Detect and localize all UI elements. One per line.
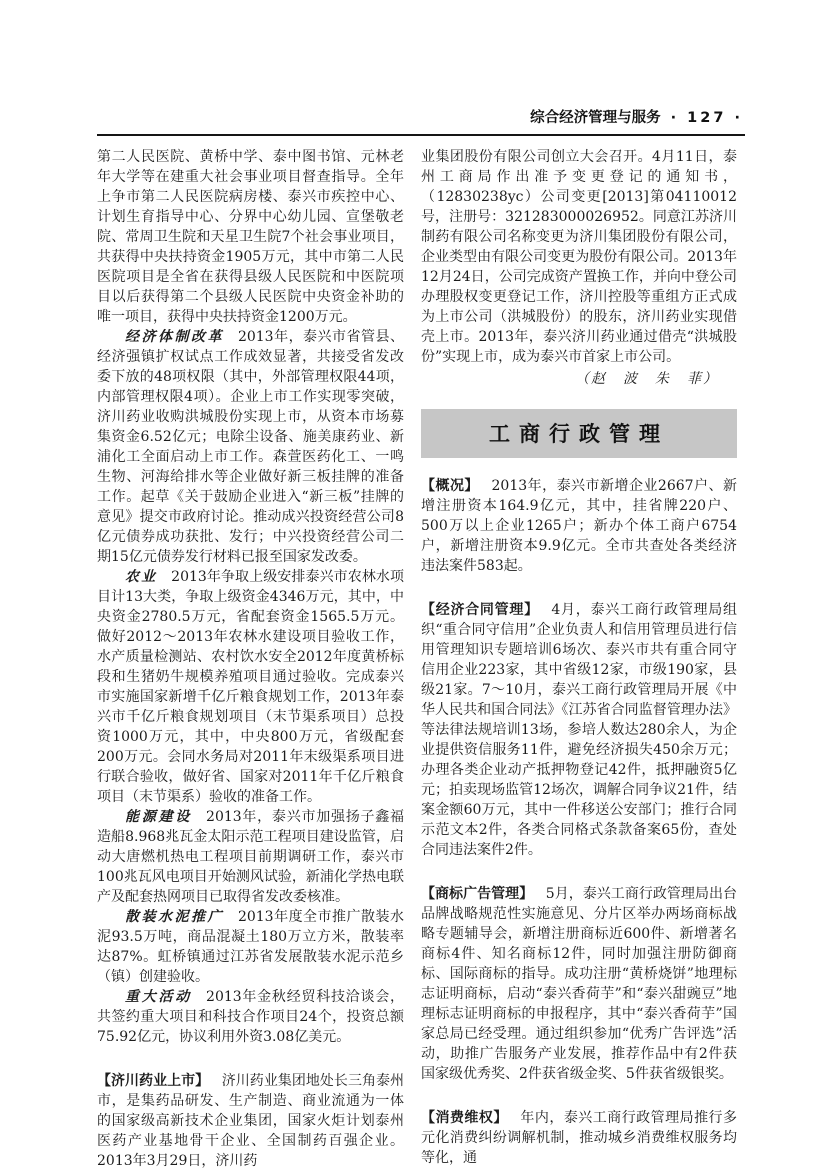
paragraph-text: 5月，泰兴工商行政管理局出台品牌战略规范性实施意见、分片区举办两场商标战略专题辅导会，新增注册商标近600件、新增著名商标4件、知名商标12件，同时加强注册防御商标、国际商标的指导。成功注册“黄桥烧饼”地理标志证明商标，启动“泰兴香荷芋”和“泰兴甜豌豆”地理标志证明商标的申报程序，其中“泰兴香荷芋”国家总局已经受理。通过组织参加“优秀广告评选”活动，助推广告服务产业发展，推荐作品中有2件获国家级优秀奖、2件获省级金奖、5件获省级银奖。 [421,886,737,1082]
left-column [97,147,404,1169]
right-column [421,147,737,1168]
paragraph-text: 2013年，泰兴市省管县、经济强镇扩权试点工作成效显著，共接受省发改委下放的48项权限（其中，外部管理权限44项，内部管理权限4项）。企业上市工作实现零突破，济川药业收购洪城股份实现上市，从资本市场募集资金6.52亿元；电除尘设备、施美康药业、新浦化工全面启动上市工作。森萱医药化工、一鸣生物、河海给排水等企业做好新三板挂牌的准备工作。起草《关于鼓励企业进入“新三板”挂牌的意见》提交市政府讨论。推动成兴投资经营公司8亿元债券成功获批、发行；中兴投资经营公司二期15亿元债券发行材料已报至国家发改委。 [97,329,404,565]
paragraph-text: 2013年金秋经贸科技洽谈会，共签约重大项目和科技合作项目24个，投资总额75.92亿元，协议利用外资3.08亿美元。 [97,989,404,1045]
entry-heading: 【概况】 [421,478,479,494]
sub-paragraph [97,987,404,1047]
paragraph-text: 年内，泰兴工商行政管理局推行多元化消费纠纷调解机制，推动城乡消费维权服务均等化，通 [421,1110,738,1166]
entry-paragraph [97,1071,404,1169]
paragraph-text: 济川药业集团地处长三角泰州市，是集药品研发、生产制造、商业流通为一体的国家级高新技术企业集团，国家火炬计划泰州医药产业基地骨干企业、全国制药百强企业。2013年3月29日，济川药 [97,1073,405,1169]
body-paragraph [421,147,737,367]
entry-paragraph [421,1108,737,1168]
entry-heading: 【消费维权】 [421,1110,508,1126]
body-paragraph [97,147,404,327]
entry-heading: 【商标广告管理】 [421,886,534,902]
paragraph-text: 2013年争取上级安排泰兴市农林水项目计13大类，争取上级资金4346万元，其中，中央资金2780.5万元，省配套资金1565.5万元。做好2012～2013年农林水建设项目验收工作，水产质量检测站、农村饮水安全2012年度黄桥标段和生猪奶牛规模养殖项目通过验收。完成泰兴市实施国家新增千亿斤粮食规划工作，2013年泰兴市千亿斤粮食规划项目（末节渠系项目）总投资1000万元，其中，中央800万元，省级配套200万元。会同水务局对2011年末级渠系项目进行联合验收，做好省、国家对2011年千亿斤粮食项目（末节渠系）验收的准备工作。 [97,569,404,805]
sub-heading: 重大活动 [125,989,193,1005]
sub-paragraph [97,807,404,907]
sub-paragraph [97,327,404,567]
section-title: 工商行政管理 [489,422,669,446]
paragraph-text: 4月，泰兴工商行政管理局组织“重合同守信用”企业负责人和信用管理员进行信用管理知识专题培训6场次、泰兴市共有重合同守信用企业223家，其中省级12家，市级190家，县级21家。7～10月，泰兴工商行政管理局开展《中华人民共和国合同法》《江苏省合同监督管理办法》等法律法规培训13场，参培人数达280余人，为企业提供资信服务11件，避免经济损失450余万元；办理各类企业动产抵押物登记42件，抵押融资5亿元；拍卖现场监管12场次，调解合同争议21件，结案金额60万元，其中一件移送公安部门；推行合同示范文本2件，各类合同格式条款备案65份，查处合同违法案件2件。 [421,602,737,858]
page-number: · 127 · [670,110,743,126]
sub-heading: 农业 [125,569,158,585]
header-rule [97,134,745,136]
running-head-title: 综合经济管理与服务 [530,110,661,126]
paragraph-text: 2013年，泰兴市新增企业2667户、新增注册资本164.9亿元，其中，挂省牌220户、500万以上企业1265户；新办个体工商户6754户，新增注册资本9.9亿元。全市共查处各类经济违法案件583起。 [421,478,737,574]
text-columns [97,147,745,1169]
paragraph-text: 第二人民医院、黄桥中学、泰中图书馆、元林老年大学等在建重大社会事业项目督查指导。全年上争市第二人民医院病房楼、泰兴市疾控中心、计划生育指导中心、分界中心幼儿园、宣堡敬老院、常周卫生院和天星卫生院7个社会事业项目，共获得中央扶持资金1905万元，其中市第二人民医院项目是全省在获得县级人民医院和中医院项目以后获得第二个县级人民医院中央资金补助的唯一项目，获得中央扶持资金1200万元。 [97,149,404,325]
paragraph-text: 2013年度全市推广散装水泥93.5万吨，商品混凝土180万立方米，散装率达87%。虹桥镇通过江苏省发展散装水泥示范乡（镇）创建验收。 [97,909,404,985]
section-title-box [421,409,737,458]
page-content [97,106,745,1169]
sub-heading: 经济体制改革 [125,329,224,345]
sub-heading: 散装水泥推广 [125,909,224,925]
author-signature: （赵 波 朱 菲） [575,371,719,387]
entry-paragraph [421,600,737,860]
running-head [97,106,743,127]
sub-paragraph [97,907,404,987]
entry-paragraph [421,476,737,576]
sub-heading: 能源建设 [125,809,193,825]
entry-heading: 【经济合同管理】 [421,602,539,618]
entry-heading: 【济川药业上市】 [97,1073,210,1089]
sub-paragraph [97,567,404,807]
paragraph-text: 2013年，泰兴市加强扬子鑫福造船8.968兆瓦金太阳示范工程项目建设监管，启动大唐燃机热电工程项目前期调研工作，泰兴市100兆瓦风电项目开始测风试验，新浦化学热电联产及配套热网项目已取得省发改委核准。 [97,809,404,905]
paragraph-text: 业集团股份有限公司创立大会召开。4月11日，泰州工商局作出准予变更登记的通知书，（12830238yc）公司变更[2013]第04110012号，注册号：321283000026952。同意江苏济川制药有限公司名称变更为济川集团股份有限公司，企业类型由有限公司变更为股份有限公司。2013年12月24日，公司完成资产置换工作，并向中登公司办理股权变更登记工作，济川控股等重组方正式成为上市公司（洪城股份）的股东，济川药业实现借壳上市。2013年，泰兴济川药业通过借壳“洪城股份”实现上市，成为泰兴市首家上市公司。 [421,149,737,365]
entry-paragraph [421,884,737,1084]
